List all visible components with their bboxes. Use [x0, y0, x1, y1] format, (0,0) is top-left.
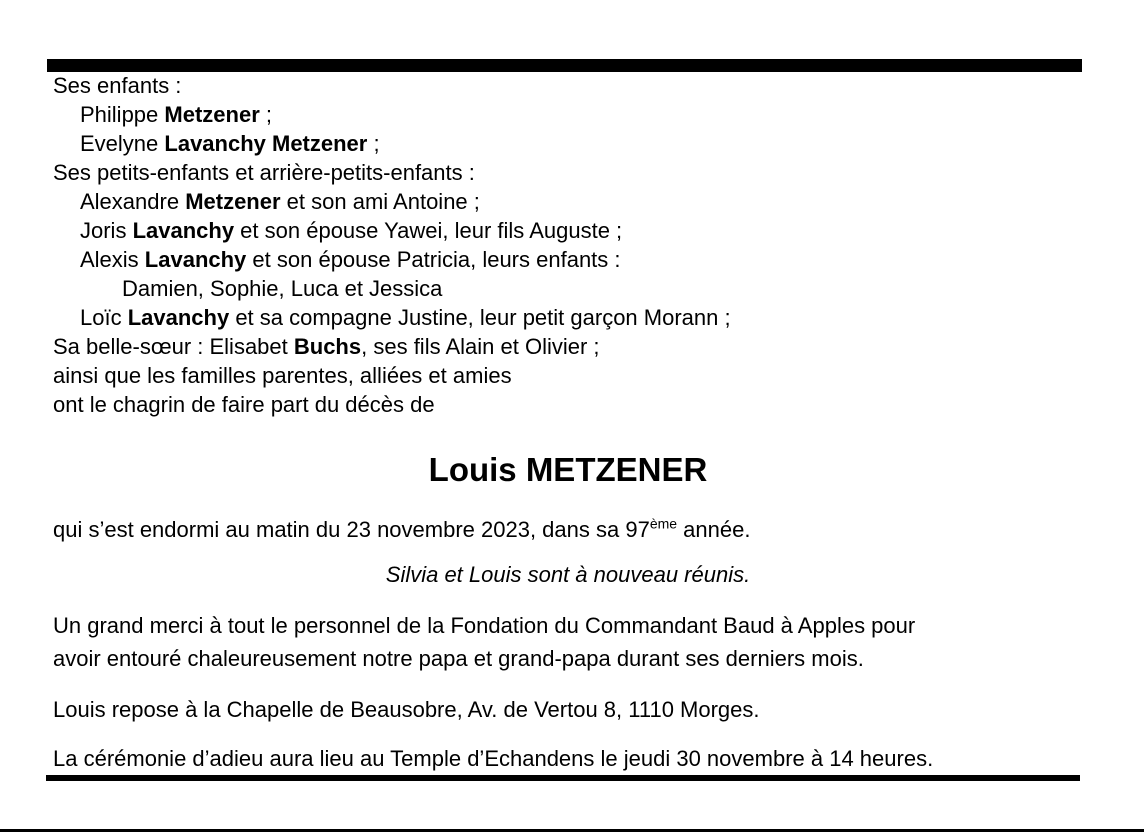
family-line: ainsi que les familles parentes, alliées et amies [53, 363, 512, 388]
paragraph-line: Louis repose à la Chapelle de Beausobre, Av. de Vertou 8, 1110 Morges. [53, 697, 760, 722]
family-line: Ses enfants : [53, 73, 182, 98]
page-edge-line [0, 829, 1144, 832]
family-line: Philippe Metzener ; [80, 102, 272, 127]
paragraph-line: Un grand merci à tout le personnel de la Fondation du Commandant Baud à Apples pour [53, 613, 916, 638]
family-line: Sa belle-sœur : Elisabet Buchs, ses fils Alain et Olivier ; [53, 334, 600, 359]
family-line: Evelyne Lavanchy Metzener ; [80, 131, 380, 156]
paragraph-line: avoir entouré chaleureusement notre papa et grand-papa durant ses derniers mois. [53, 646, 864, 671]
repose-paragraph [53, 693, 1088, 726]
death-date-line [53, 513, 1088, 546]
family-line: Alexandre Metzener et son ami Antoine ; [80, 189, 480, 214]
family-line: Alexis Lavanchy et son épouse Patricia, leurs enfants : [80, 247, 621, 272]
ordinal-superscript: ème [649, 515, 678, 532]
deceased-name: Louis METZENER [428, 451, 708, 488]
bottom-rule [46, 775, 1080, 781]
family-line: Damien, Sophie, Luca et Jessica [122, 276, 443, 301]
death-date-text: qui s’est endormi au matin du 23 novembre 2023, dans sa 97 [53, 517, 650, 542]
family-line: Joris Lavanchy et son épouse Yawei, leur fils Auguste ; [80, 218, 623, 243]
epitaph-line: Silvia et Louis sont à nouveau réunis. [385, 562, 751, 587]
family-section [53, 71, 1088, 419]
acknowledgment-paragraph [53, 609, 1088, 675]
ceremony-paragraph [53, 742, 1088, 775]
family-line: Ses petits-enfants et arrière-petits-enfants : [53, 160, 475, 185]
death-date-suffix: année. [677, 517, 751, 542]
family-line: ont le chagrin de faire part du décès de [53, 392, 435, 417]
paragraph-line: La cérémonie d’adieu aura lieu au Temple d’Echandens le jeudi 30 novembre à 14 heures. [53, 746, 934, 771]
family-line: Loïc Lavanchy et sa compagne Justine, leur petit garçon Morann ; [80, 305, 731, 330]
